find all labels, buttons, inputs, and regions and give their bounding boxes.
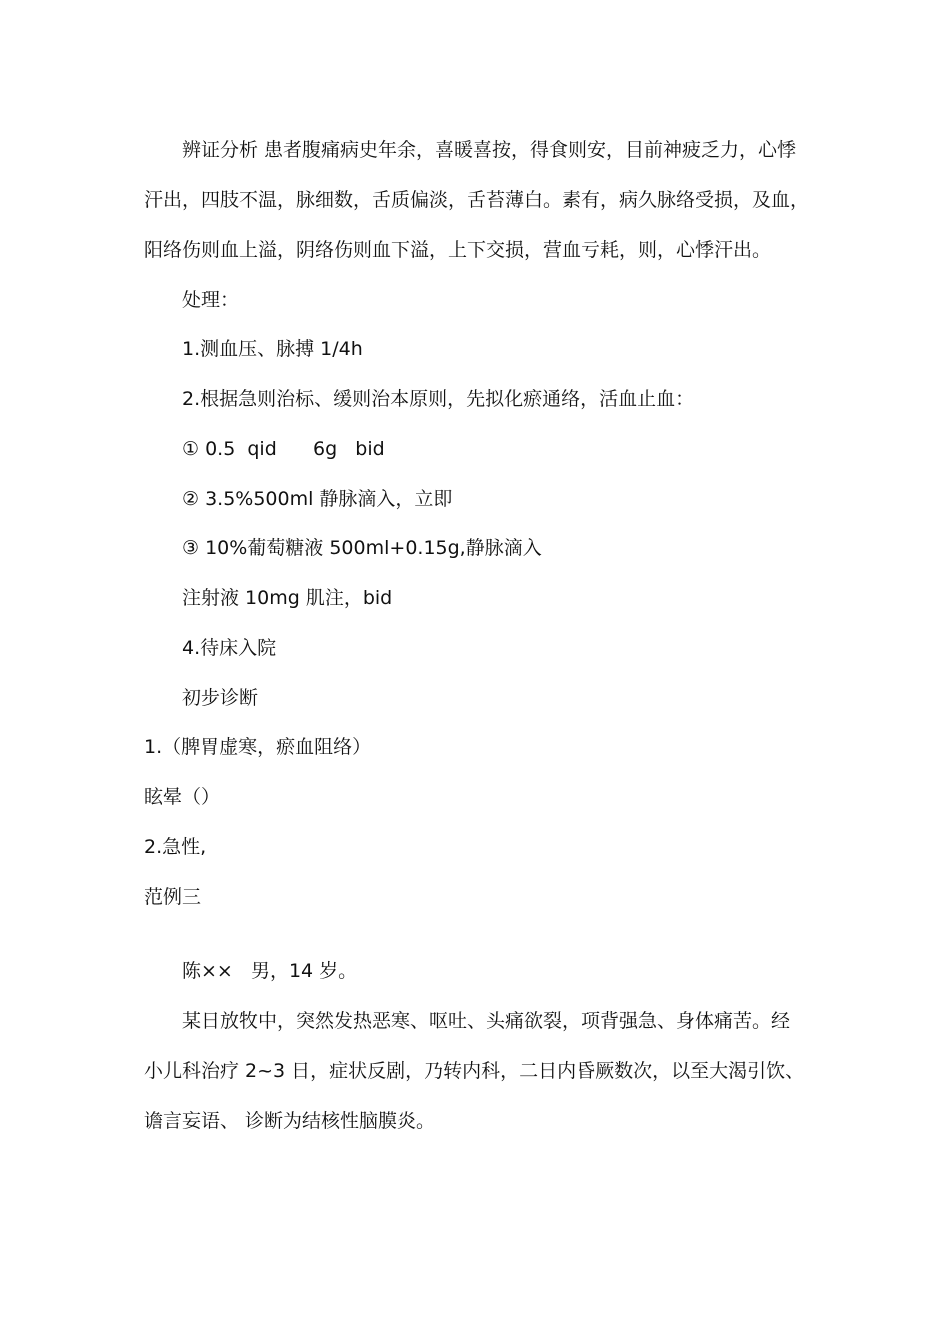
section-heading: 初步诊断 xyxy=(182,687,259,709)
diagnosis-item: 2.急性, xyxy=(144,836,207,858)
patient-info: 陈×× 男，14 岁。 xyxy=(182,960,358,982)
prescription-item: 注射液 10mg 肌注，bid xyxy=(182,587,393,609)
prescription-item: ③ 10%葡萄糖液 500ml+0.15g,静脉滴入 xyxy=(182,537,542,559)
paragraph-line: 汗出，四肢不温，脉细数，舌质偏淡，舌苔薄白。素有，病久脉络受损，及血， xyxy=(144,189,810,211)
paragraph-line: 谵言妄语、 诊断为结核性脑膜炎。 xyxy=(144,1110,436,1132)
diagnosis-item: 1.（脾胃虚寒，瘀血阻络） xyxy=(144,736,372,758)
list-item: 2.根据急则治标、缓则治本原则，先拟化瘀通络，活血止血： xyxy=(182,388,695,410)
section-heading: 处理： xyxy=(182,289,240,311)
example-heading: 范例三 xyxy=(144,886,202,908)
prescription-item: ② 3.5%500ml 静脉滴入，立即 xyxy=(182,488,453,510)
paragraph-line: 某日放牧中，突然发热恶寒、呕吐、头痛欲裂，项背强急、身体痛苦。经 xyxy=(182,1010,791,1032)
paragraph-line: 小儿科治疗 2~3 日，症状反剧，乃转内科，二日内昏厥数次，以至大渴引饮、 xyxy=(144,1060,805,1082)
paragraph-line: 阳络伤则血上溢，阴络伤则血下溢，上下交损，营血亏耗，则，心悸汗出。 xyxy=(144,239,772,261)
prescription-item: ① 0.5 qid 6g bid xyxy=(182,438,385,460)
list-item: 1.测血压、脉搏 1/4h xyxy=(182,338,363,360)
list-item: 4.待床入院 xyxy=(182,637,277,659)
diagnosis-item: 眩晕（） xyxy=(144,786,221,808)
paragraph-line: 辨证分析 患者腹痛病史年余，喜暖喜按，得食则安，目前神疲乏力，心悸 xyxy=(182,139,797,161)
